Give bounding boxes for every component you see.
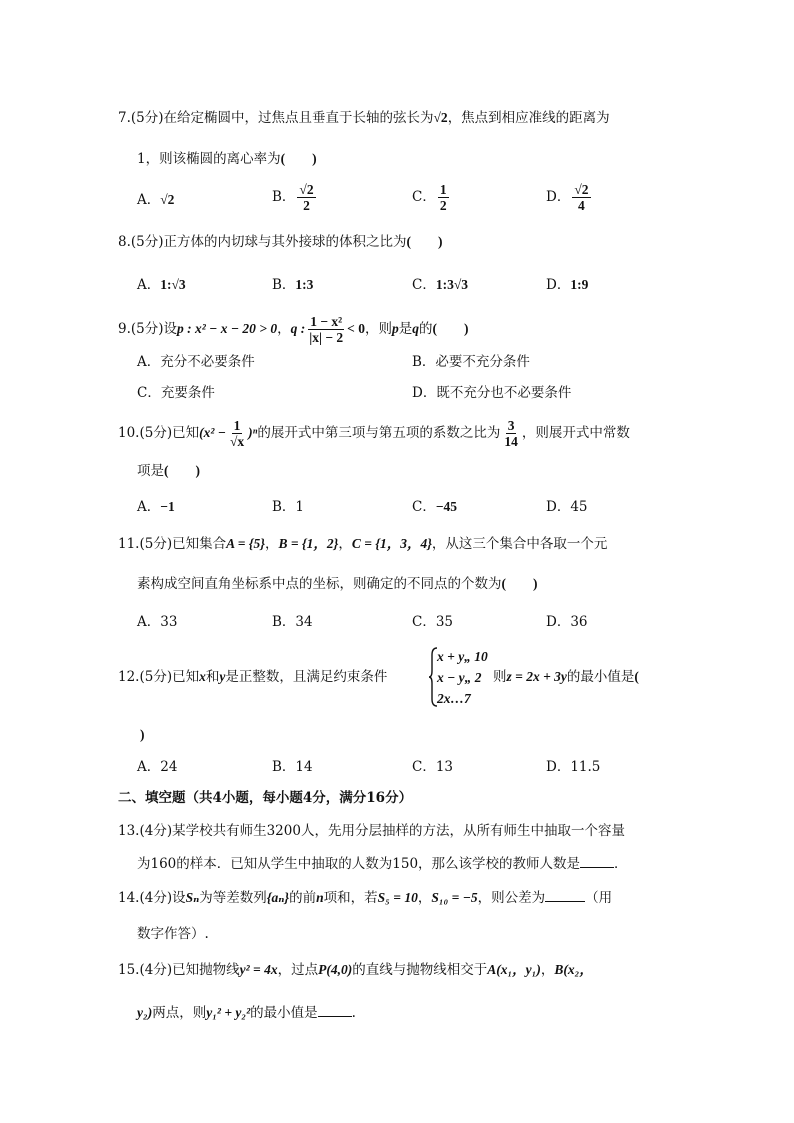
- q9-math-p2: p: [391, 321, 399, 336]
- q11-text: 11.(5分)已知集合: [118, 536, 227, 552]
- q9-sep: ，: [277, 321, 291, 337]
- q12-constraint-3: 2x…7: [437, 691, 471, 706]
- q12-text: 12.(5分)已知: [118, 669, 200, 685]
- q12-math-z: z = 2x + 3y: [506, 669, 567, 684]
- q7-math-root2: √2: [433, 110, 448, 125]
- q10-bracket: ( ): [164, 463, 200, 478]
- q9-math-tail: < 0: [347, 321, 365, 336]
- q7-option-a: [137, 190, 174, 210]
- q14-math-n: n: [316, 890, 324, 905]
- frac-num: √2: [574, 182, 589, 197]
- q11-text-line2: 素构成空间直角坐标系中点的坐标，则确定的不同点的个数为: [137, 576, 502, 592]
- option-label: B．: [272, 189, 296, 205]
- q12-option-c: C．13: [412, 759, 454, 775]
- q14-text-mid4: ，则公差为: [477, 890, 546, 906]
- option-label: D．: [546, 189, 571, 205]
- q15-math-y2: y₂): [137, 1005, 153, 1020]
- q9-option-b: B．必要不充分条件: [412, 354, 530, 370]
- q15-line1: [118, 960, 593, 980]
- option-value: 1:√3: [160, 277, 186, 292]
- q13-text-line2: 为160的样本．已知从学生中抽取的人数为150，那么该学校的教师人数是: [137, 856, 581, 872]
- q13-line1: 13.(4分)某学校共有师生3200人，先用分层抽样的方法，从所有师生中抽取一个容量: [118, 823, 625, 839]
- q10-math-close: )ⁿ: [248, 425, 258, 440]
- q10-option-b: B．1: [272, 499, 305, 515]
- q9-line1: [118, 314, 468, 345]
- q13-line2: [137, 853, 628, 874]
- q7-line1: [118, 108, 610, 128]
- q12-bracket-close: ): [140, 727, 145, 742]
- q10-frac-ratio: [502, 418, 520, 449]
- q7-bracket: ( ): [280, 151, 317, 166]
- q14-text-mid3: 项和，若: [323, 890, 378, 906]
- frac-num: 3: [507, 418, 515, 433]
- q9-text-suffix: ，则: [364, 321, 392, 337]
- q14-math-s5: S₅ = 10: [377, 890, 418, 905]
- option-label: D．: [546, 277, 571, 293]
- q11-line1: [118, 534, 607, 554]
- q9-option-c: C．充要条件: [137, 385, 215, 401]
- q14-sep: ，: [417, 890, 432, 906]
- q10-text-mid: 的展开式中第三项与第五项的系数之比为: [257, 425, 501, 441]
- q9-text: 9.(5分)设: [118, 321, 178, 337]
- q10-option-c: [412, 497, 457, 517]
- q15-text-mid: ，过点: [277, 962, 319, 978]
- frac-num: 1: [233, 418, 241, 433]
- q15-math-point-a: A(x₁，y₁): [487, 962, 541, 977]
- q10-option-d: D．45: [546, 499, 588, 515]
- q11-set-b: B = {1，2}: [278, 536, 339, 551]
- q8-bracket: ( ): [406, 234, 443, 249]
- q10-frac-expr: [228, 418, 246, 449]
- q7-option-b: [272, 182, 318, 213]
- q12-constraint-2: x − y„ 2: [437, 670, 482, 685]
- frac-den: 2: [439, 198, 447, 213]
- q11-option-b: B．34: [272, 614, 313, 630]
- q11-text-suffix: ，从这三个集合中各取一个元: [431, 536, 608, 552]
- q9-bracket: ( ): [432, 321, 469, 336]
- q7-line2: [137, 149, 317, 169]
- q8-line1: [118, 232, 443, 252]
- q9-math-q2: q: [412, 321, 419, 336]
- q15-answer-blank[interactable]: [318, 1002, 352, 1017]
- q11-line2: [137, 574, 538, 594]
- q8-option-a: [137, 275, 186, 295]
- q15-period: .: [351, 1005, 356, 1021]
- q11-set-a: A = {5}: [226, 536, 265, 551]
- frac-den: √x: [229, 434, 245, 449]
- frac-den: |x| − 2: [309, 330, 344, 345]
- q15-text-mid2: 的直线与抛物线相交于: [352, 962, 488, 978]
- section-heading-fill-in: 二、填空题（共4小题，每小题4分，满分16分）: [118, 790, 413, 806]
- q15-text: 15.(4分)已知抛物线: [118, 962, 240, 978]
- q14-line2: 数字作答）.: [137, 926, 209, 942]
- q15-line2: [137, 1002, 356, 1023]
- frac-den: 4: [578, 198, 585, 213]
- q14-answer-blank[interactable]: [545, 887, 585, 902]
- q14-math-sn: Sₙ: [185, 890, 200, 905]
- q13-answer-blank[interactable]: [580, 853, 614, 868]
- option-value: 1:3√3: [435, 277, 468, 292]
- q9-math-p: p : x² − x − 20 > 0: [177, 321, 278, 336]
- q11-sep: ，: [338, 536, 352, 552]
- q15-math-point-b: B(x₂，: [554, 962, 593, 977]
- option-label: C．: [412, 189, 436, 205]
- q7-option-c-frac: [438, 182, 449, 213]
- q14-text-suffix: （用: [585, 890, 613, 906]
- q7-text: 7.(5分)在给定椭圆中，过焦点且垂直于长轴的弦长为: [118, 110, 434, 126]
- q9-option-d: D．既不充分也不必要条件: [412, 385, 572, 401]
- q10-option-a: [137, 497, 175, 517]
- q14-text-mid1: 为等差数列: [199, 890, 267, 906]
- q15-math-point-p: P(4,0): [318, 962, 353, 977]
- q9-math-q: q :: [290, 321, 306, 336]
- frac-den: 2: [303, 198, 310, 213]
- option-label: A．: [137, 499, 161, 515]
- q12-text-and: 和: [205, 669, 220, 685]
- q12-line1-tail: [493, 667, 639, 687]
- q7-text-line2: 1，则该椭圆的离心率为: [137, 151, 281, 167]
- q12-text-suffix: 的最小值是: [566, 669, 635, 685]
- option-value: −1: [160, 499, 175, 514]
- frac-num: 1 − x²: [310, 314, 343, 329]
- q7-option-b-frac: [297, 182, 315, 213]
- q15-text-end: 的最小值是: [250, 1005, 318, 1021]
- q14-math-s10: S₁₀ = −5: [431, 890, 478, 905]
- q12-bracket-open: (: [634, 669, 639, 684]
- q8-option-b: [272, 275, 313, 295]
- q11-option-a: A．33: [137, 614, 178, 630]
- q7-option-d: [546, 182, 593, 213]
- q11-bracket: ( ): [501, 576, 538, 591]
- q12-constraint-1: x + y„ 10: [437, 649, 488, 664]
- q12-option-b: B．14: [272, 759, 313, 775]
- q9-frac: [307, 314, 345, 345]
- q12-option-a: A．24: [137, 759, 178, 775]
- option-label: A．: [137, 277, 161, 293]
- frac-num: √2: [299, 182, 314, 197]
- q8-option-d: [546, 275, 588, 295]
- q7-option-c: [412, 182, 451, 213]
- q11-option-d: D．36: [546, 614, 588, 630]
- q12-math-x: x: [199, 669, 206, 684]
- q8-text: 8.(5分)正方体的内切球与其外接球的体积之比为: [118, 234, 407, 250]
- frac-num: 1: [439, 182, 447, 197]
- q9-text-mid: 是: [398, 321, 413, 337]
- q11-set-c: C = {1，3，4}: [351, 536, 432, 551]
- q14-line1: [118, 887, 612, 908]
- q7-text-suffix: ，焦点到相应准线的距离为: [447, 110, 610, 126]
- q10-line1: [118, 418, 630, 449]
- q9-option-a: A．充分不必要条件: [137, 354, 255, 370]
- q11-sep: ，: [264, 536, 279, 552]
- q8-option-c: [412, 275, 468, 295]
- frac-den: 14: [504, 434, 518, 449]
- q15-math-sum: y₁² + y₂²: [206, 1005, 251, 1020]
- option-value: 1:9: [570, 277, 589, 292]
- option-value: √2: [160, 192, 175, 207]
- q11-option-c: C．35: [412, 614, 454, 630]
- q7-option-d-frac: [572, 182, 590, 213]
- q10-math-open: (x² −: [199, 425, 226, 440]
- q10-line2: [137, 461, 200, 481]
- q10-text: 10.(5分)已知: [118, 425, 200, 441]
- q15-sep: ，: [540, 962, 555, 978]
- q14-math-an: {aₙ}: [266, 890, 290, 905]
- option-label: C．: [412, 277, 436, 293]
- q12-line1: [118, 667, 387, 687]
- q10-text-suffix: ，则展开式中常数: [521, 425, 630, 441]
- q12-option-d: D．11.5: [546, 759, 601, 775]
- q9-text-end: 的: [418, 321, 433, 337]
- q15-text-mid3: 两点，则: [152, 1005, 207, 1021]
- q12-text-mid: 是正整数，且满足约束条件: [225, 669, 388, 685]
- option-label: A．: [137, 192, 161, 208]
- q14-text: 14.(4分)设: [118, 890, 186, 906]
- q12-text-then: 则: [493, 669, 507, 685]
- option-label: C．: [412, 499, 436, 515]
- q10-text-line2: 项是: [137, 463, 164, 479]
- option-value: −45: [435, 499, 458, 514]
- option-value: 1:3: [295, 277, 314, 292]
- q14-text-mid2: 的前: [289, 890, 317, 906]
- q12-math-y: y: [219, 669, 226, 684]
- q13-text-end: ．: [614, 856, 628, 872]
- option-label: B．: [272, 277, 296, 293]
- q15-math-parabola: y² = 4x: [239, 962, 278, 977]
